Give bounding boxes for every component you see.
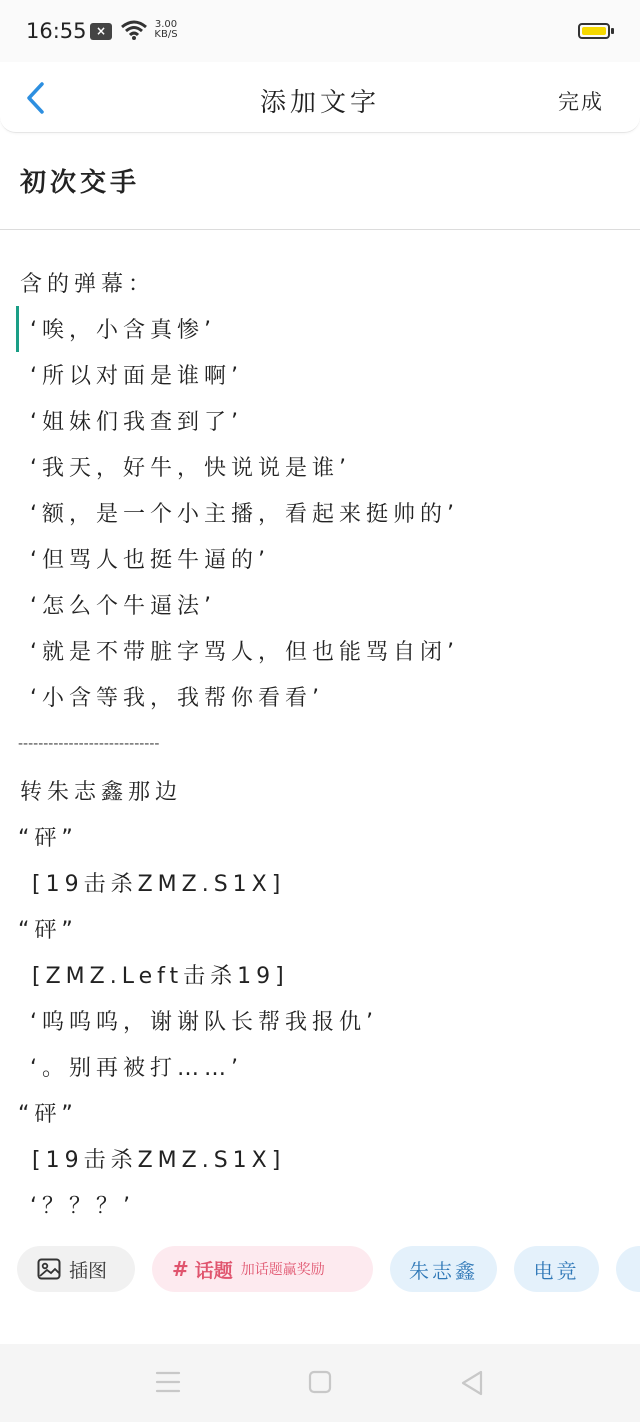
content-line: ‘就是不带脏字骂人，但也能骂自闭’ xyxy=(30,640,459,665)
notification-x-icon: × xyxy=(90,23,112,40)
menu-icon[interactable] xyxy=(155,1370,181,1394)
separator-line: ---------------------------- xyxy=(18,736,160,752)
content-line: ‘但骂人也挺牛逼的’ xyxy=(30,548,270,573)
status-bar xyxy=(0,0,640,62)
home-square-icon[interactable] xyxy=(308,1370,332,1394)
content-line: [19击杀ZMZ.S1X] xyxy=(32,1148,286,1173)
content-line: ‘呜呜呜，谢谢队长帮我报仇’ xyxy=(30,1010,378,1035)
content-line: “砰” xyxy=(18,918,78,943)
wifi-icon xyxy=(120,19,148,41)
content-line: ‘怎么个牛逼法’ xyxy=(30,594,216,619)
add-topic-button[interactable] xyxy=(152,1246,373,1292)
insert-image-button[interactable] xyxy=(17,1246,135,1292)
content-line: [ZMZ.Left击杀19] xyxy=(32,964,289,989)
hash-icon: # xyxy=(172,1257,189,1281)
topic-label: 话题 xyxy=(194,1259,233,1282)
tag-label: 电竞 xyxy=(533,1258,580,1283)
content-line: 转朱志鑫那边 xyxy=(20,780,183,805)
content-line: ‘额，是一个小主播，看起来挺帅的’ xyxy=(30,502,459,527)
tag-chip-partial[interactable] xyxy=(616,1246,640,1292)
network-speed xyxy=(151,20,181,40)
status-time: 16:55 xyxy=(26,19,87,43)
insert-image-label: 插图 xyxy=(69,1259,108,1282)
content-line: 含的弹幕： xyxy=(20,272,156,297)
speed-unit: KB/S xyxy=(154,29,178,40)
nav-bar xyxy=(0,62,640,133)
tag-chip[interactable] xyxy=(514,1246,599,1292)
content-line: “砰” xyxy=(18,826,78,851)
content-line: ‘？？？’ xyxy=(30,1194,135,1219)
tag-chip[interactable] xyxy=(390,1246,497,1292)
battery-icon xyxy=(578,23,610,39)
system-nav-bar xyxy=(0,1344,640,1422)
page-title: 添加文字 xyxy=(259,88,380,118)
topic-reward-label: 加话题赢奖励 xyxy=(240,1262,325,1278)
divider xyxy=(0,229,640,230)
content-line: ‘我天，好牛，快说说是谁’ xyxy=(30,456,351,481)
image-icon xyxy=(37,1258,61,1280)
speed-value: 3.00 xyxy=(154,19,178,30)
editor-toolbar xyxy=(0,1246,640,1294)
content-line: [19击杀ZMZ.S1X] xyxy=(32,872,286,897)
back-triangle-icon[interactable] xyxy=(460,1370,484,1396)
content-line: ‘姐妹们我查到了’ xyxy=(30,410,243,435)
article-title-input[interactable]: 初次交手 xyxy=(20,168,141,198)
content-line: ‘唉，小含真惨’ xyxy=(30,318,216,343)
done-button[interactable]: 完成 xyxy=(558,90,604,114)
tag-label: 朱志鑫 xyxy=(409,1258,478,1283)
content-line: “砰” xyxy=(18,1102,78,1127)
content-line: ‘。别再被打……’ xyxy=(30,1056,243,1081)
content-line: ‘所以对面是谁啊’ xyxy=(30,364,243,389)
text-cursor xyxy=(16,306,19,352)
content-line: ‘小含等我，我帮你看看’ xyxy=(30,686,324,711)
